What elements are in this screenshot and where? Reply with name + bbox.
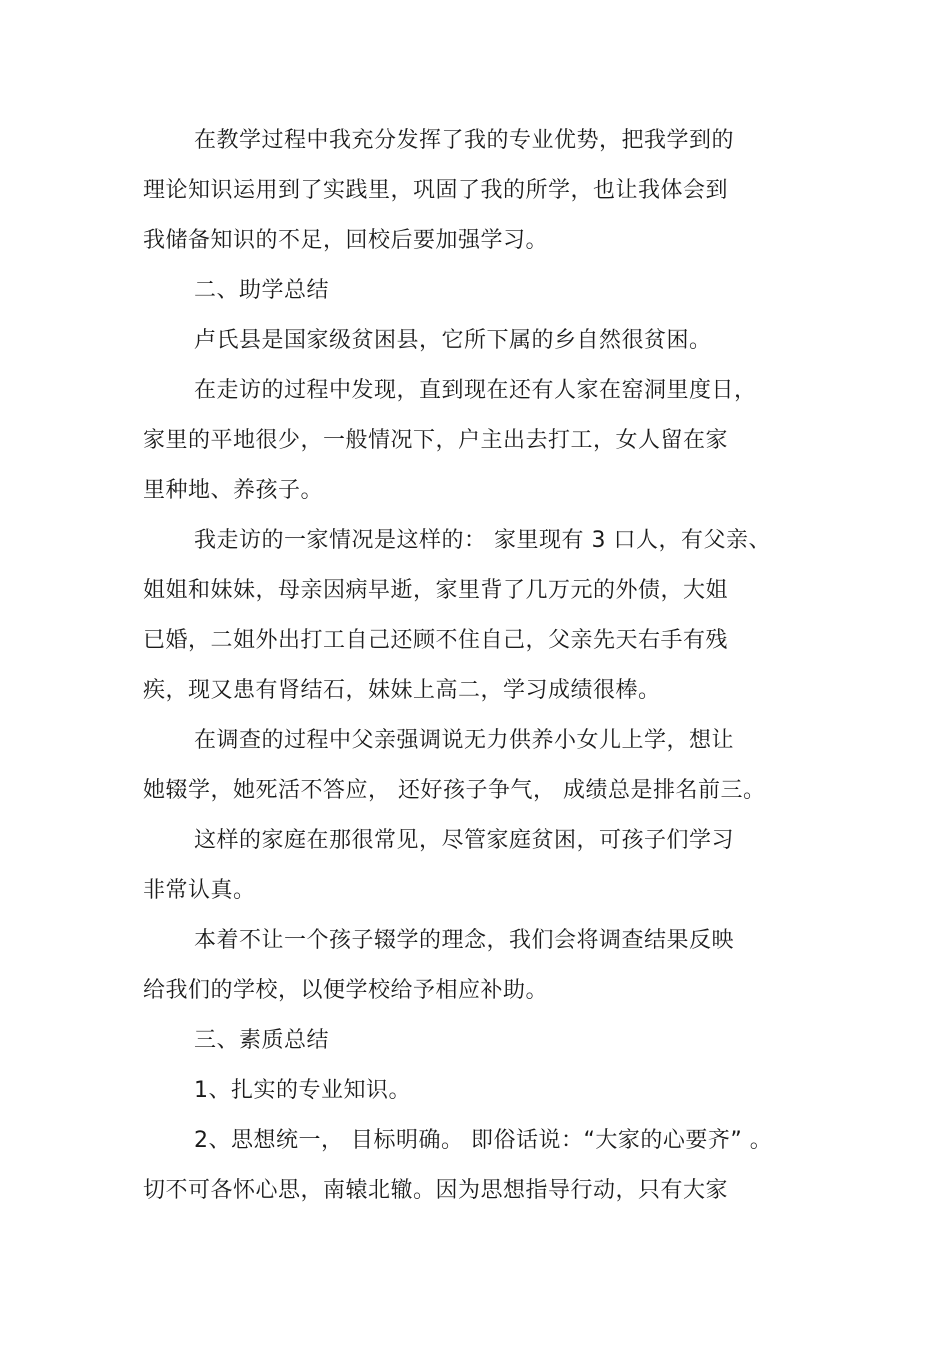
text-line: 已婚，二姐外出打工自己还顾不住自己，父亲先天右手有残 [143, 628, 729, 653]
text-line: 给我们的学校，以便学校给予相应补助。 [143, 978, 549, 1003]
text-line: 非常认真。 [143, 878, 256, 903]
section-heading: 三、素质总结 [194, 1028, 330, 1053]
text-line: 在走访的过程中发现，直到现在还有人家在窑洞里度日， [194, 378, 757, 403]
text-line: 在调查的过程中父亲强调说无力供养小女儿上学，想让 [194, 728, 735, 753]
text-line: 里种地、养孩子。 [143, 478, 324, 503]
text-line: 本着不让一个孩子辍学的理念，我们会将调查结果反映 [194, 928, 735, 953]
text-line: 她辍学，她死活不答应， 还好孩子争气， 成绩总是排名前三。 [143, 778, 766, 803]
text-line: 卢氏县是国家级贫困县，它所下属的乡自然很贫困。 [194, 328, 712, 353]
text-line: 1、扎实的专业知识。 [194, 1078, 411, 1103]
section-heading: 二、助学总结 [194, 278, 330, 303]
text-line: 切不可各怀心思，南辕北辙。因为思想指导行动，只有大家 [143, 1178, 729, 1203]
text-line: 疾，现又患有肾结石，妹妹上高二，学习成绩很棒。 [143, 678, 661, 703]
text-line: 我储备知识的不足，回校后要加强学习。 [143, 228, 549, 253]
text-line: 理论知识运用到了实践里，巩固了我的所学，也让我体会到 [143, 178, 729, 203]
text-line: 家里的平地很少，一般情况下，户主出去打工，女人留在家 [143, 428, 729, 453]
text-line: 在教学过程中我充分发挥了我的专业优势，把我学到的 [194, 128, 735, 153]
text-line: 这样的家庭在那很常见，尽管家庭贫困，可孩子们学习 [194, 828, 735, 853]
text-line: 姐姐和妹妹，母亲因病早逝，家里背了几万元的外债，大姐 [143, 578, 729, 603]
text-line: 我走访的一家情况是这样的： 家里现有 3 口人，有父亲、 [194, 528, 771, 553]
text-line: 2、思想统一， 目标明确。 即俗话说：“大家的心要齐” 。 [194, 1128, 773, 1153]
